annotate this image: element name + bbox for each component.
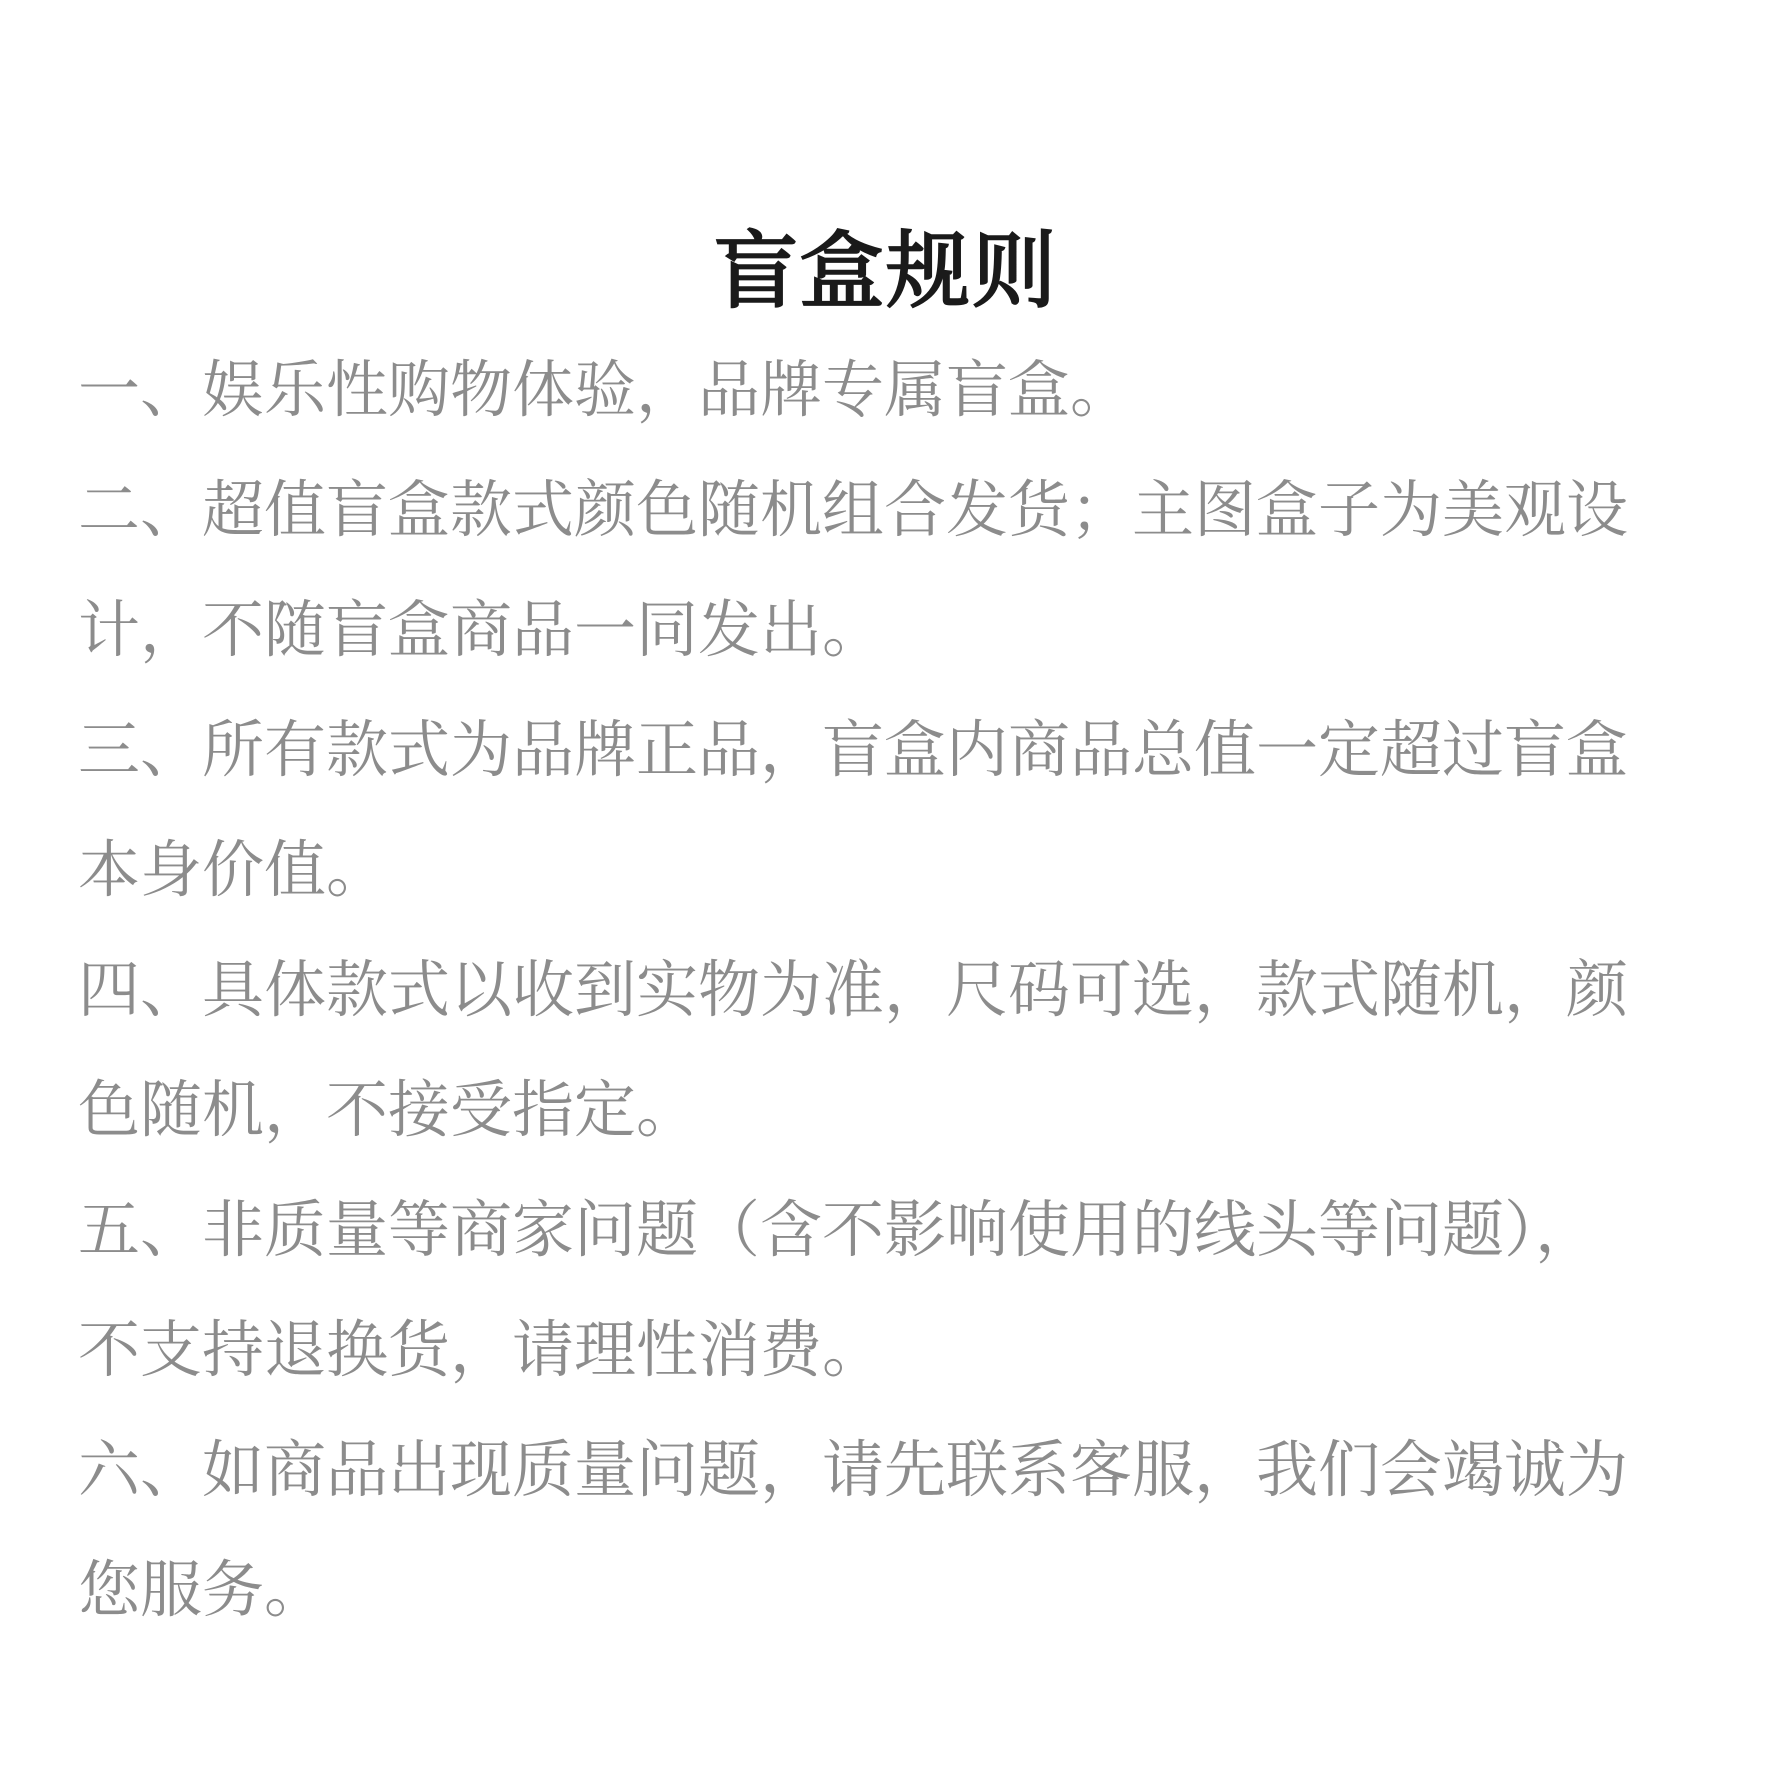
rule-item-5: 五、非质量等商家问题（含不影响使用的线头等问题），不支持退换货，请理性消费。 bbox=[78, 1193, 1598, 1386]
rule-item-3: 三、所有款式为品牌正品，盲盒内商品总值一定超过盲盒本身价值。 bbox=[78, 713, 1629, 906]
rule-item-6: 六、如商品出现质量问题，请先联系客服，我们会竭诚为您服务。 bbox=[78, 1433, 1629, 1626]
rule-item-1: 一、娱乐性购物体验，品牌专属盲盒。 bbox=[78, 353, 1133, 426]
rule-item-2: 二、超值盲盒款式颜色随机组合发货；主图盒子为美观设计，不随盲盒商品一同发出。 bbox=[78, 473, 1629, 666]
rules-list bbox=[78, 330, 1658, 1650]
rule-item-4: 四、具体款式以收到实物为准，尺码可选，款式随机，颜色随机，不接受指定。 bbox=[78, 953, 1629, 1146]
page-title: 盲盒规则 bbox=[713, 222, 1058, 321]
